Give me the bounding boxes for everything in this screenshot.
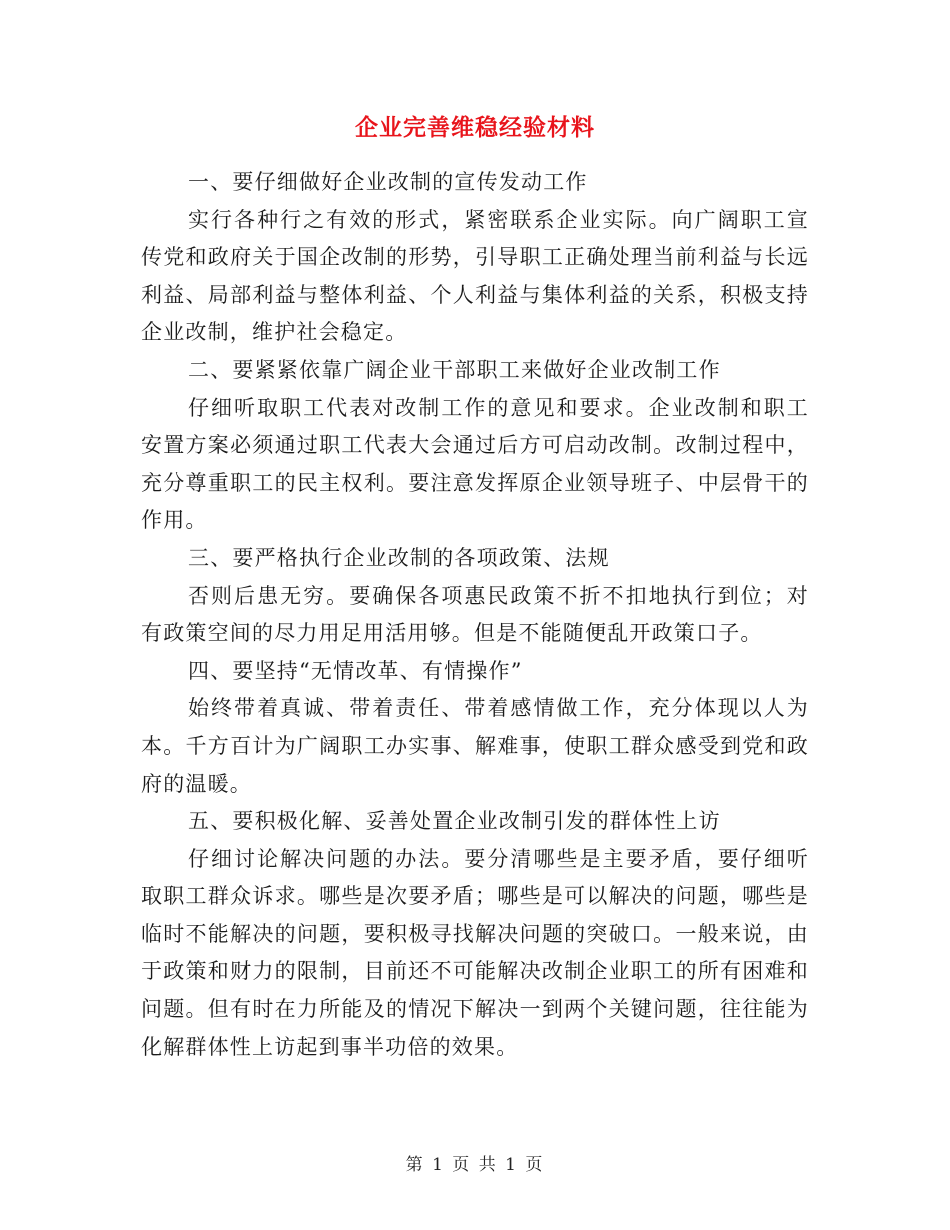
section-heading-2: 二、要紧紧依靠广阔企业干部职工来做好企业改制工作 — [188, 357, 721, 382]
document-title: 企业完善维稳经验材料 — [355, 114, 595, 141]
section-body-1: 实行各种行之有效的形式，紧密联系企业实际。向广阔职工宣传党和政府关于国企改制的形势，引导职工正确处理当前利益与长远利益、局部利益与整体利益、个人利益与集体利益的关系，积极支持企业改制，维护社会稳定。 — [141, 207, 809, 345]
section-heading-4: 四、要坚持“无情改革、有情操作” — [188, 658, 523, 683]
section-body-2: 仔细听取职工代表对改制工作的意见和要求。企业改制和职工安置方案必须通过职工代表大会通过后方可启动改制。改制过程中，充分尊重职工的民主权利。要注意发挥原企业领导班子、中层骨干的作用。 — [141, 395, 809, 533]
section-body-5: 仔细讨论解决问题的办法。要分清哪些是主要矛盾，要仔细听取职工群众诉求。哪些是次要矛盾；哪些是可以解决的问题，哪些是临时不能解决的问题，要积极寻找解决问题的突破口。一般来说，由于政策和财力的限制，目前还不可能解决改制企业职工的所有困难和问题。但有时在力所能及的情况下解决一到两个关键问题，往往能为化解群体性上访起到事半功倍的效果。 — [141, 846, 809, 1059]
section-heading-3: 三、要严格执行企业改制的各项政策、法规 — [188, 545, 610, 570]
page-number-footer: 第 1 页 共 1 页 — [405, 1155, 545, 1175]
section-body-4: 始终带着真诚、带着责任、带着感情做工作，充分体现以人为本。千方百计为广阔职工办实事、解难事，使职工群众感受到党和政府的温暖。 — [141, 696, 809, 796]
section-heading-1: 一、要仔细做好企业改制的宣传发动工作 — [188, 170, 588, 194]
document-body — [141, 164, 809, 1066]
section-body-3: 否则后患无穷。要确保各项惠民政策不折不扣地执行到位；对有政策空间的尽力用足用活用够。但是不能随便乱开政策口子。 — [141, 583, 809, 646]
section-heading-5: 五、要积极化解、妥善处置企业改制引发的群体性上访 — [188, 809, 721, 834]
